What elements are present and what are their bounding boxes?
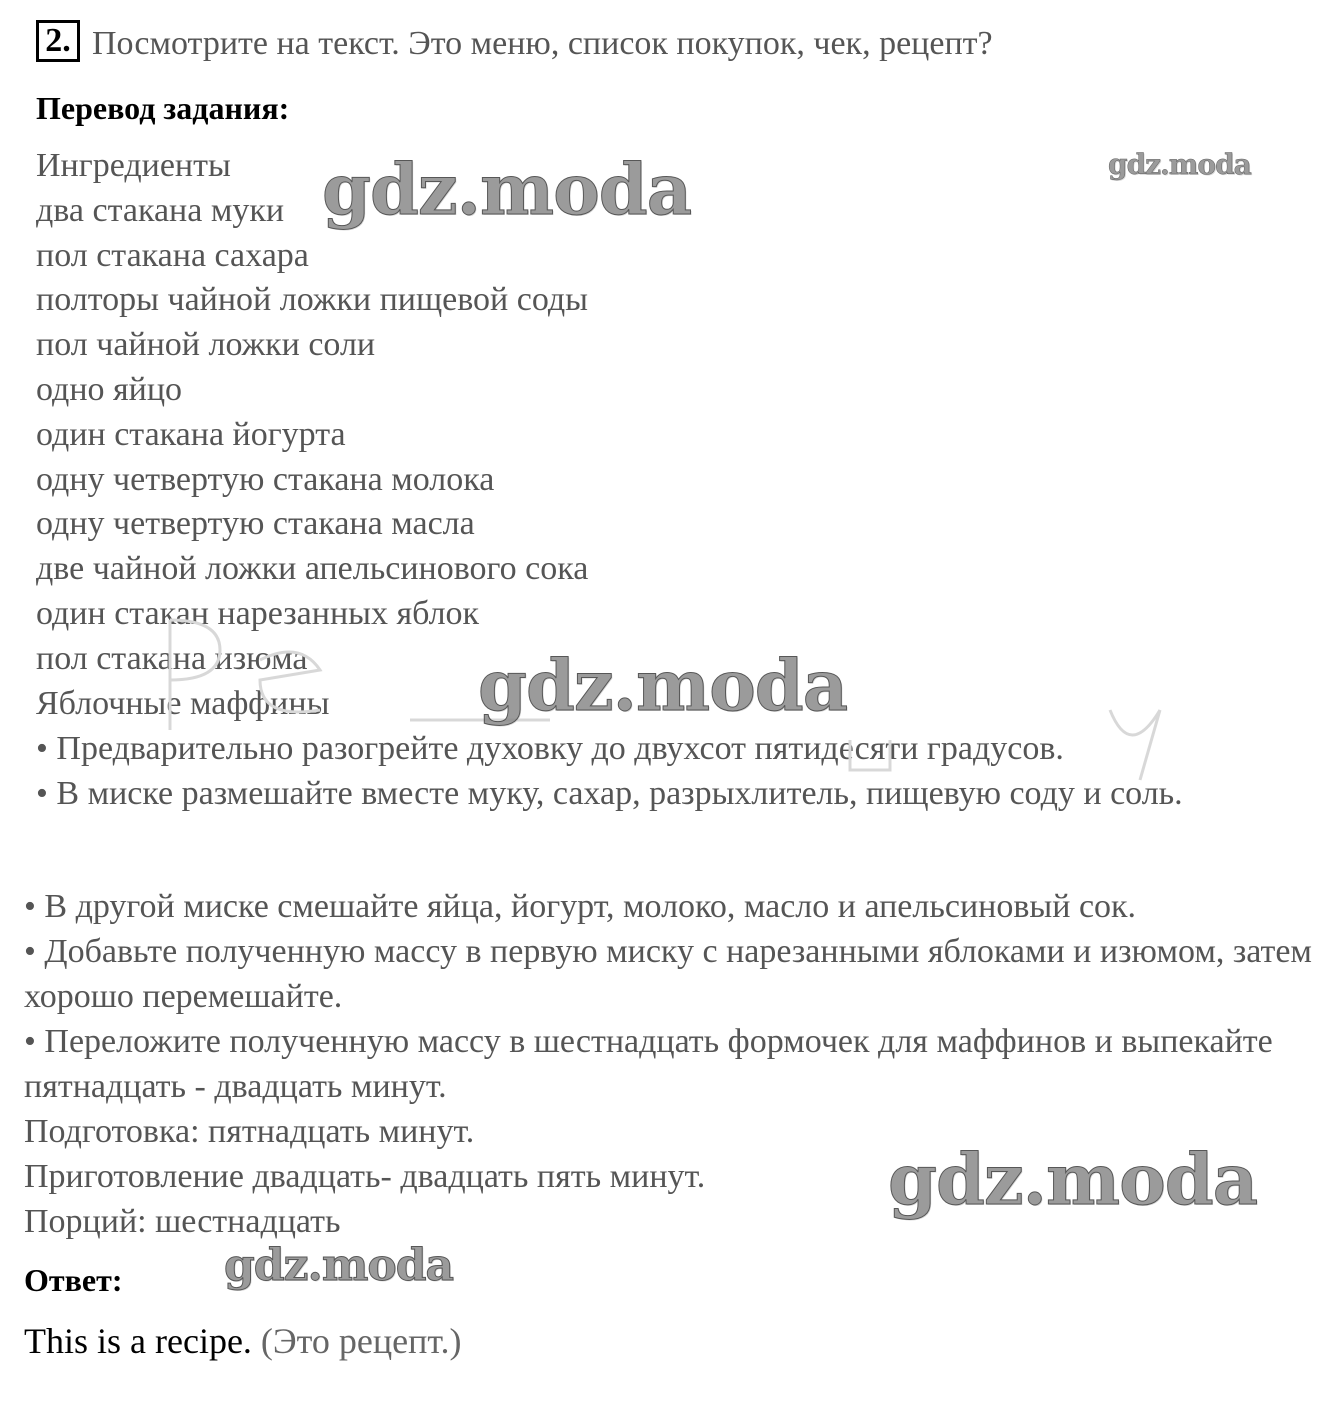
watermark-logo: gdz.moda	[224, 1240, 454, 1291]
steps-block-a	[36, 727, 1286, 817]
ingredient-line: два стакана муки	[36, 191, 285, 229]
task-number-box: 2.	[36, 20, 80, 62]
ingredient-line: пол чайной ложки соли	[36, 326, 376, 364]
ingredient-line: две чайной ложки апельсинового сока	[36, 550, 589, 588]
cook-time: Приготовление двадцать- двадцать пять минут.	[24, 1158, 706, 1195]
step-line: • Предварительно разогрейте духовку до двухсот пятидесяти градусов.	[36, 730, 1064, 767]
ingredients-title: Ингредиенты	[36, 147, 231, 184]
ingredient-line: одну четвертую стакана масла	[36, 505, 475, 543]
ingredient-line: пол стакана изюма	[36, 639, 308, 677]
ingredient-line: полторы чайной ложки пищевой соды	[36, 281, 589, 319]
prep-time: Подготовка: пятнадцать минут.	[24, 1113, 475, 1150]
step-line: • Добавьте полученную массу в первую миску с нарезанными яблоками и изюмом, затем хорошо перемешайте.	[24, 933, 1312, 1015]
answer-heading: Ответ:	[24, 1262, 123, 1298]
ingredient-line: одно яйцо	[36, 370, 183, 408]
watermark-logo: gdz.moda	[888, 1138, 1258, 1221]
recipe-name: Яблочные маффины	[36, 684, 330, 722]
step-line: • Переложите полученную массу в шестнадцать формочек для маффинов и выпекайте пятнадцать - двадцать минут.	[24, 1023, 1273, 1105]
translation-heading: Перевод задания:	[36, 90, 290, 126]
task-prompt: Посмотрите на текст. Это меню, список покупок, чек, рецепт?	[92, 25, 993, 62]
step-line: • В другой миске смешайте яйца, йогурт, молоко, масло и апельсиновый сок.	[24, 888, 1137, 925]
ingredient-line: пол стакана сахара	[36, 236, 309, 274]
servings: Порций: шестнадцать	[24, 1203, 341, 1240]
watermark-logo: gdz.moda	[478, 644, 848, 727]
watermark-logo: gdz.moda	[322, 148, 692, 231]
watermark-logo: gdz.moda	[1108, 148, 1251, 181]
answer-english: This is a recipe.	[24, 1321, 252, 1361]
ingredient-line: один стакана йогурта	[36, 415, 346, 453]
ingredient-line: один стакан нарезанных яблок	[36, 594, 480, 632]
answer-translation: (Это рецепт.)	[260, 1321, 462, 1361]
ingredients-block	[36, 144, 588, 726]
ingredient-line: одну четвертую стакана молока	[36, 460, 495, 498]
answer-text	[24, 1318, 461, 1364]
step-line: • В миске размешайте вместе муку, сахар, разрыхлитель, пищевую соду и соль.	[36, 774, 1183, 812]
